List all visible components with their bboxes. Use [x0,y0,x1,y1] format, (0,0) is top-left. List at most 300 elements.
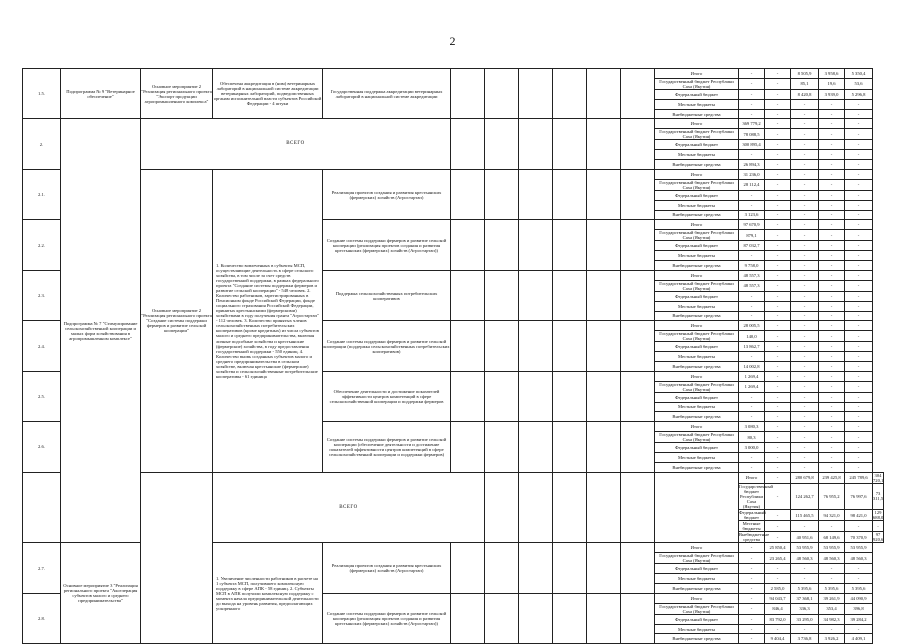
empty-cell [485,270,519,320]
empty-cell [553,169,587,219]
empty-cell [519,422,553,472]
funding-value: - [765,432,791,443]
funding-value: - [765,574,791,584]
funding-value: - [845,241,873,251]
table-row [23,169,884,179]
funding-value: - [819,160,845,170]
funding-value: - [845,361,873,371]
funding-source: Местные бюджеты [655,301,739,311]
funding-source: Государственный бюджет Республики Саха (Якутия) [655,179,739,190]
funding-source: Федеральный бюджет [655,564,739,574]
funding-value: - [845,119,873,129]
row-number: 1.5. [23,69,61,119]
funding-source: Местные бюджеты [739,521,765,532]
funding-value: 37 368,1 [791,593,819,603]
funding-value: - [845,381,873,392]
funding-value: - [845,270,873,280]
result-cell: Создание системы поддержки фермеров и развитие сельской кооперации (реализация проектов создания и развития крестьянских (фермерских) хозяйств (Агростартап)) [323,220,451,270]
funding-value: 73 311,5 [873,483,884,509]
funding-value: - [873,521,884,532]
funding-source: Внебюджетные средства [655,210,739,220]
funding-source: Итого [655,270,739,280]
funding-value: 80,3 [739,432,765,443]
funding-value: - [819,179,845,190]
funding-value: - [845,261,873,271]
funding-value: - [791,261,819,271]
funding-value: - [845,342,873,352]
funding-value: 396,8 [845,603,873,614]
funding-value: 280 679,8 [791,472,819,483]
empty-cell [485,220,519,270]
empty-cell [621,543,655,593]
empty-cell [485,119,519,169]
empty-cell [553,543,587,593]
funding-value: 1 269,4 [739,381,765,392]
funding-source: Местные бюджеты [655,150,739,160]
empty-cell [519,270,553,320]
funding-value: - [765,200,791,210]
empty-cell [621,169,655,219]
funding-value: - [791,624,819,634]
funding-value: - [765,422,791,432]
funding-source: Внебюджетные средства [655,583,739,593]
funding-value: 129 688,0 [873,510,884,521]
row-number: 2. [23,119,61,169]
funding-value: - [791,99,819,109]
funding-source: Государственный бюджет Республики Саха (Якутия) [655,230,739,241]
funding-value: 5 395,6 [791,583,819,593]
funding-value: - [791,443,819,453]
funding-value: 28 005,5 [739,321,765,331]
funding-value: 5 296,8 [845,89,873,99]
funding-value: 13 862,7 [739,342,765,352]
result-cell: Реализация проектов создания и развития крестьянских (фермерских) хозяйств (Агростартап) [323,169,451,219]
funding-value: 25 850,4 [765,543,791,553]
funding-value: 48 560,3 [845,553,873,564]
funding-value: - [739,603,765,614]
empty-cell [587,472,621,543]
funding-value: - [845,291,873,301]
empty-cell [621,220,655,270]
funding-source: Государственный бюджет Республики Саха (Якутия) [655,129,739,140]
funding-value: - [845,251,873,261]
funding-source: Внебюджетные средства [655,261,739,271]
empty-cell [519,169,553,219]
funding-value: - [819,210,845,220]
funding-value: - [819,361,845,371]
funding-value: - [791,311,819,321]
funding-value: - [819,564,845,574]
funding-value: - [739,402,765,412]
funding-value: - [739,190,765,200]
funding-value: 97 920,6 [873,532,884,543]
subprogram-cell: Подпрограмма № 7 "Стимулирование сельскохозяйственной кооперации и малых форм хозяйствования в агропромышленном комплексе" [61,119,141,543]
funding-value: - [765,624,791,634]
funding-value: - [819,109,845,119]
funding-value: - [791,422,819,432]
funding-value: - [765,532,791,543]
funding-value: - [765,89,791,99]
funding-value: 97 670,9 [739,220,765,230]
funding-value: - [739,301,765,311]
funding-value: - [765,462,791,472]
funding-value: - [765,342,791,352]
funding-value: - [819,574,845,584]
funding-source: Местные бюджеты [655,402,739,412]
funding-value: - [765,443,791,453]
empty-cell [587,543,621,593]
funding-value: 40 951,6 [791,532,819,543]
funding-source: Итого [739,472,765,483]
row-number: 2.5. [23,371,61,421]
empty-cell [519,321,553,371]
funding-value: 76 997,6 [845,483,873,509]
funding-value: - [765,230,791,241]
funding-value: - [739,543,765,553]
empty-cell [485,593,519,643]
funding-value: - [791,220,819,230]
empty-cell [451,220,485,270]
funding-source: Федеральный бюджет [655,342,739,352]
funding-value: - [765,78,791,89]
funding-source: Федеральный бюджет [655,241,739,251]
row-number: 2.2. [23,220,61,270]
funding-value: 3 926,2 [819,634,845,644]
funding-source: Внебюджетные средства [655,160,739,170]
row-number: 2.7. [23,543,61,593]
funding-value: - [819,402,845,412]
funding-value: - [845,443,873,453]
funding-value: - [819,200,845,210]
funding-value: - [739,99,765,109]
empty-cell [485,69,519,119]
funding-value: - [845,574,873,584]
row-number: 2.6. [23,422,61,472]
funding-value: 53 955,9 [819,543,845,553]
funding-value: - [765,160,791,170]
empty-cell [553,220,587,270]
result-cell: Реализация проектов создания и развития крестьянских (фермерских) хозяйств (Агростартап) [323,543,451,593]
funding-value: - [739,462,765,472]
empty-cell [485,543,519,593]
funding-value: - [765,521,791,532]
empty-cell [621,422,655,472]
funding-value: 3 736,8 [791,634,819,644]
funding-value: - [819,119,845,129]
funding-source: Местные бюджеты [655,624,739,634]
page-number: 2 [449,34,456,48]
empty-cell [621,472,655,543]
funding-value: 70 370,9 [845,532,873,543]
row-number: 2.1. [23,169,61,219]
funding-value: - [739,583,765,593]
funding-value: 94 321,0 [819,510,845,521]
funding-value: - [819,140,845,150]
funding-value: - [845,301,873,311]
funding-value: - [739,453,765,463]
funding-value: - [739,291,765,301]
funding-value: 304 720,1 [873,472,884,483]
funding-value: - [739,614,765,624]
funding-value: - [819,251,845,261]
empty-cell [451,371,485,421]
funding-value: - [845,169,873,179]
funding-source: Федеральный бюджет [655,190,739,200]
empty-cell [519,119,553,169]
funding-value: - [819,462,845,472]
funding-value: - [765,352,791,362]
funding-value: - [845,179,873,190]
funding-value: - [791,564,819,574]
funding-value: - [845,392,873,402]
funding-value: - [791,331,819,342]
funding-value: - [845,190,873,200]
funding-value: 5 395,6 [819,583,845,593]
empty-cell [451,593,485,643]
funding-value: 19,6 [819,78,845,89]
funding-source: Государственный бюджет Республики Саха (Якутия) [655,381,739,392]
empty-cell [621,371,655,421]
funding-value: - [739,200,765,210]
funding-value: - [845,129,873,140]
funding-value: - [819,624,845,634]
funding-value: - [739,69,765,79]
funding-value: - [819,453,845,463]
funding-source: Федеральный бюджет [655,89,739,99]
funding-value: - [819,392,845,402]
funding-value: - [791,453,819,463]
funding-value: - [739,109,765,119]
funding-value: 115 465,5 [791,510,819,521]
funding-source: Внебюджетные средства [655,412,739,422]
funding-value: 44 090,9 [845,593,873,603]
funding-value: - [791,210,819,220]
empty-cell [587,69,621,119]
funding-value: - [739,352,765,362]
funding-value: - [791,169,819,179]
funding-value: - [791,200,819,210]
result-cell: Государственная поддержка аккредитации ветеринарных лабораторий в национальной системе аккредитации [323,69,451,119]
funding-value: - [765,510,791,521]
indicator-cell: Обеспечена аккредитация в (ним) ветеринарных лабораторий в национальной системе аккредитации ветеринарных лабораторий, подведомственных органам исполнительной власти субъектов Российской Федерации - 4 штуки [213,69,323,119]
funding-value: 14 002,8 [739,361,765,371]
empty-cell [587,593,621,643]
measure-cell: Основное мероприятие 3 "Реализация регионального проекта "Акселерация субъектов малого и среднего предпринимательства" [61,543,141,644]
empty-cell [553,371,587,421]
funding-value: - [819,129,845,140]
funding-value: - [765,301,791,311]
funding-source: Итого [655,422,739,432]
funding-value: - [791,129,819,140]
funding-value: 53 955,9 [791,543,819,553]
funding-value: - [845,200,873,210]
funding-value: - [845,109,873,119]
funding-value: - [845,280,873,291]
empty-cell [485,371,519,421]
funding-value: 3 123,6 [739,210,765,220]
empty-cell [451,321,485,371]
funding-value: - [819,371,845,381]
funding-value: - [819,381,845,392]
funding-value: - [791,150,819,160]
funding-source: Итого [655,371,739,381]
funding-value: - [819,331,845,342]
funding-value: 353,4 [819,603,845,614]
funding-value: - [765,564,791,574]
funding-value: 1 269,4 [739,371,765,381]
funding-source: Итого [655,169,739,179]
funding-value: 94 043,7 [765,593,791,603]
empty-cell [587,270,621,320]
funding-value: - [845,99,873,109]
empty-cell [485,472,519,543]
funding-value: - [819,352,845,362]
funding-source: Федеральный бюджет [739,510,766,521]
empty-cell [451,119,485,169]
funding-value: - [819,412,845,422]
funding-value: - [791,574,819,584]
funding-source: Итого [655,543,739,553]
funding-value: - [739,78,765,89]
funding-value: - [739,412,765,422]
funding-value: - [819,521,845,532]
funding-value: - [791,251,819,261]
result-cell: Создание системы поддержки фермеров и развитие сельской кооперации (обеспечение деятельности и достижение показателей эффективности центров компетенций в сфере сельскохозяйственной кооперации и поддержки фермеров) [323,422,451,472]
funding-value: - [739,553,765,564]
funding-source: Местные бюджеты [655,574,739,584]
funding-source: Местные бюджеты [655,352,739,362]
funding-value: - [739,634,765,644]
funding-value: 39 284,2 [845,614,873,624]
funding-value: - [765,361,791,371]
funding-value: - [765,381,791,392]
empty-cell [485,422,519,472]
funding-source: Государственный бюджет Республики Саха (Якутия) [739,483,774,510]
empty-cell [621,270,655,320]
row-number: 2.3. [23,270,61,320]
funding-source: Государственный бюджет Республики Саха (Якутия) [655,280,739,291]
funding-value: - [819,280,845,291]
funding-value: 300 895,4 [739,140,765,150]
funding-source: Итого [655,220,739,230]
funding-value: - [765,99,791,109]
funding-value: - [765,472,791,483]
funding-value: 8 505,9 [791,69,819,79]
funding-source: Внебюджетные средства [655,634,739,644]
funding-value: 76 955,2 [819,483,845,509]
funding-value: - [739,150,765,160]
funding-value: - [819,291,845,301]
funding-value: - [765,150,791,160]
funding-value: - [819,169,845,179]
funding-value: - [791,342,819,352]
empty-cell [519,69,553,119]
funding-value: - [791,462,819,472]
funding-value: - [765,291,791,301]
funding-value: 2 585,0 [765,583,791,593]
funding-value: - [739,574,765,584]
funding-value: - [819,261,845,271]
funding-source: Местные бюджеты [655,453,739,463]
funding-source: Государственный бюджет Республики Саха (Якутия) [655,432,739,443]
empty-cell [655,472,739,543]
funding-source: Государственный бюджет Республики Саха (Якутия) [655,603,739,614]
funding-value: - [765,69,791,79]
funding-value: - [765,140,791,150]
funding-value: 78 088,5 [739,129,765,140]
funding-value: - [845,521,873,532]
funding-value: - [819,443,845,453]
empty-cell [553,472,587,543]
funding-value: - [791,179,819,190]
funding-value: 23 265,4 [765,553,791,564]
funding-value: - [819,342,845,352]
funding-value: - [845,564,873,574]
empty-cell [587,119,621,169]
funding-value: - [765,261,791,271]
funding-value: 5 350,4 [845,69,873,79]
budget-table [22,68,884,644]
result-cell: Поддержка сельскохозяйственных потребительских кооперативов [323,270,451,320]
funding-source: Федеральный бюджет [655,443,739,453]
funding-value: - [845,140,873,150]
funding-value: - [791,140,819,150]
funding-value: - [791,352,819,362]
funding-value: - [845,462,873,472]
indicator-cell: 1. Увеличение численности работников в расчете на 1 субъекта МСП, получившего комплексную поддержку в сфере АПК - 58 единиц. 2. Субъекты МСП в АПК получили комплексную поддержку с момента начала предпринимательской деятельности до выхода на уровень развития, предполагающих ускоренного [213,543,323,644]
funding-value: 34 982,3 [819,614,845,624]
funding-value: - [819,432,845,443]
funding-value: 48 557,3 [739,270,765,280]
funding-value: - [819,230,845,241]
funding-value: 48 560,3 [791,553,819,564]
funding-value: - [791,291,819,301]
funding-source: Внебюджетные средства [655,109,739,119]
funding-source: Федеральный бюджет [655,614,739,624]
funding-value: 8 420,8 [791,89,819,99]
funding-value: - [765,412,791,422]
budget-table-sheet [22,68,884,642]
funding-value: - [819,99,845,109]
empty-cell [485,321,519,371]
funding-value: - [765,119,791,129]
funding-value: - [739,624,765,634]
empty-cell [519,472,553,543]
funding-value: 53 955,9 [845,543,873,553]
funding-value: - [845,422,873,432]
subprogram-cell [141,472,213,644]
funding-value: 3 080,3 [739,422,765,432]
funding-value: 9 404,4 [765,634,791,644]
empty-cell [485,169,519,219]
funding-value: - [845,412,873,422]
funding-source: Итого [655,593,739,603]
funding-value: 3 939,0 [819,89,845,99]
funding-value: - [845,311,873,321]
empty-cell [587,422,621,472]
row-number: 2.8. [23,593,61,643]
funding-source: Местные бюджеты [655,251,739,261]
indicator-cell: 1. Количество вовлеченных в субъекты МСП, осуществляющие деятельность в сфере сельского хозяйства, в том числе за счет средств государственной поддержки, в рамках федерального проекта "Создание системы поддержки фермеров и развитие сельской кооперации" - 548 человек. 2. Количество работников, зарегистрированных в Пенсионном фонде Российской Федерации, фонде социального страхования Российской Федерации, принятых крестьянскими (фермерскими) хозяйствами в году получения гранта "Агростартап" - 112 человек. 3. Количество принятых членов сельскохозяйственных потребительских кооперативов (кроме кредитных) из числа субъектов малого и среднего предпринимательства, включая личные подсобные хозяйства и крестьянские (фермерские) хозяйства, в году предоставления государственной поддержки - 550 единиц. 4. Количество вновь созданных субъектов малого и среднего предпринимательства в сельском хозяйстве, включая крестьянские (фермерские) хозяйства и сельскохозяйственные потребительские кооперативы - 61 единица [213,169,323,472]
funding-value: - [819,270,845,280]
funding-value: - [765,402,791,412]
funding-value: - [739,593,765,603]
table-row [23,472,884,483]
funding-value: - [791,160,819,170]
funding-value: 9 758,0 [739,261,765,271]
funding-value: - [791,119,819,129]
empty-cell [519,220,553,270]
